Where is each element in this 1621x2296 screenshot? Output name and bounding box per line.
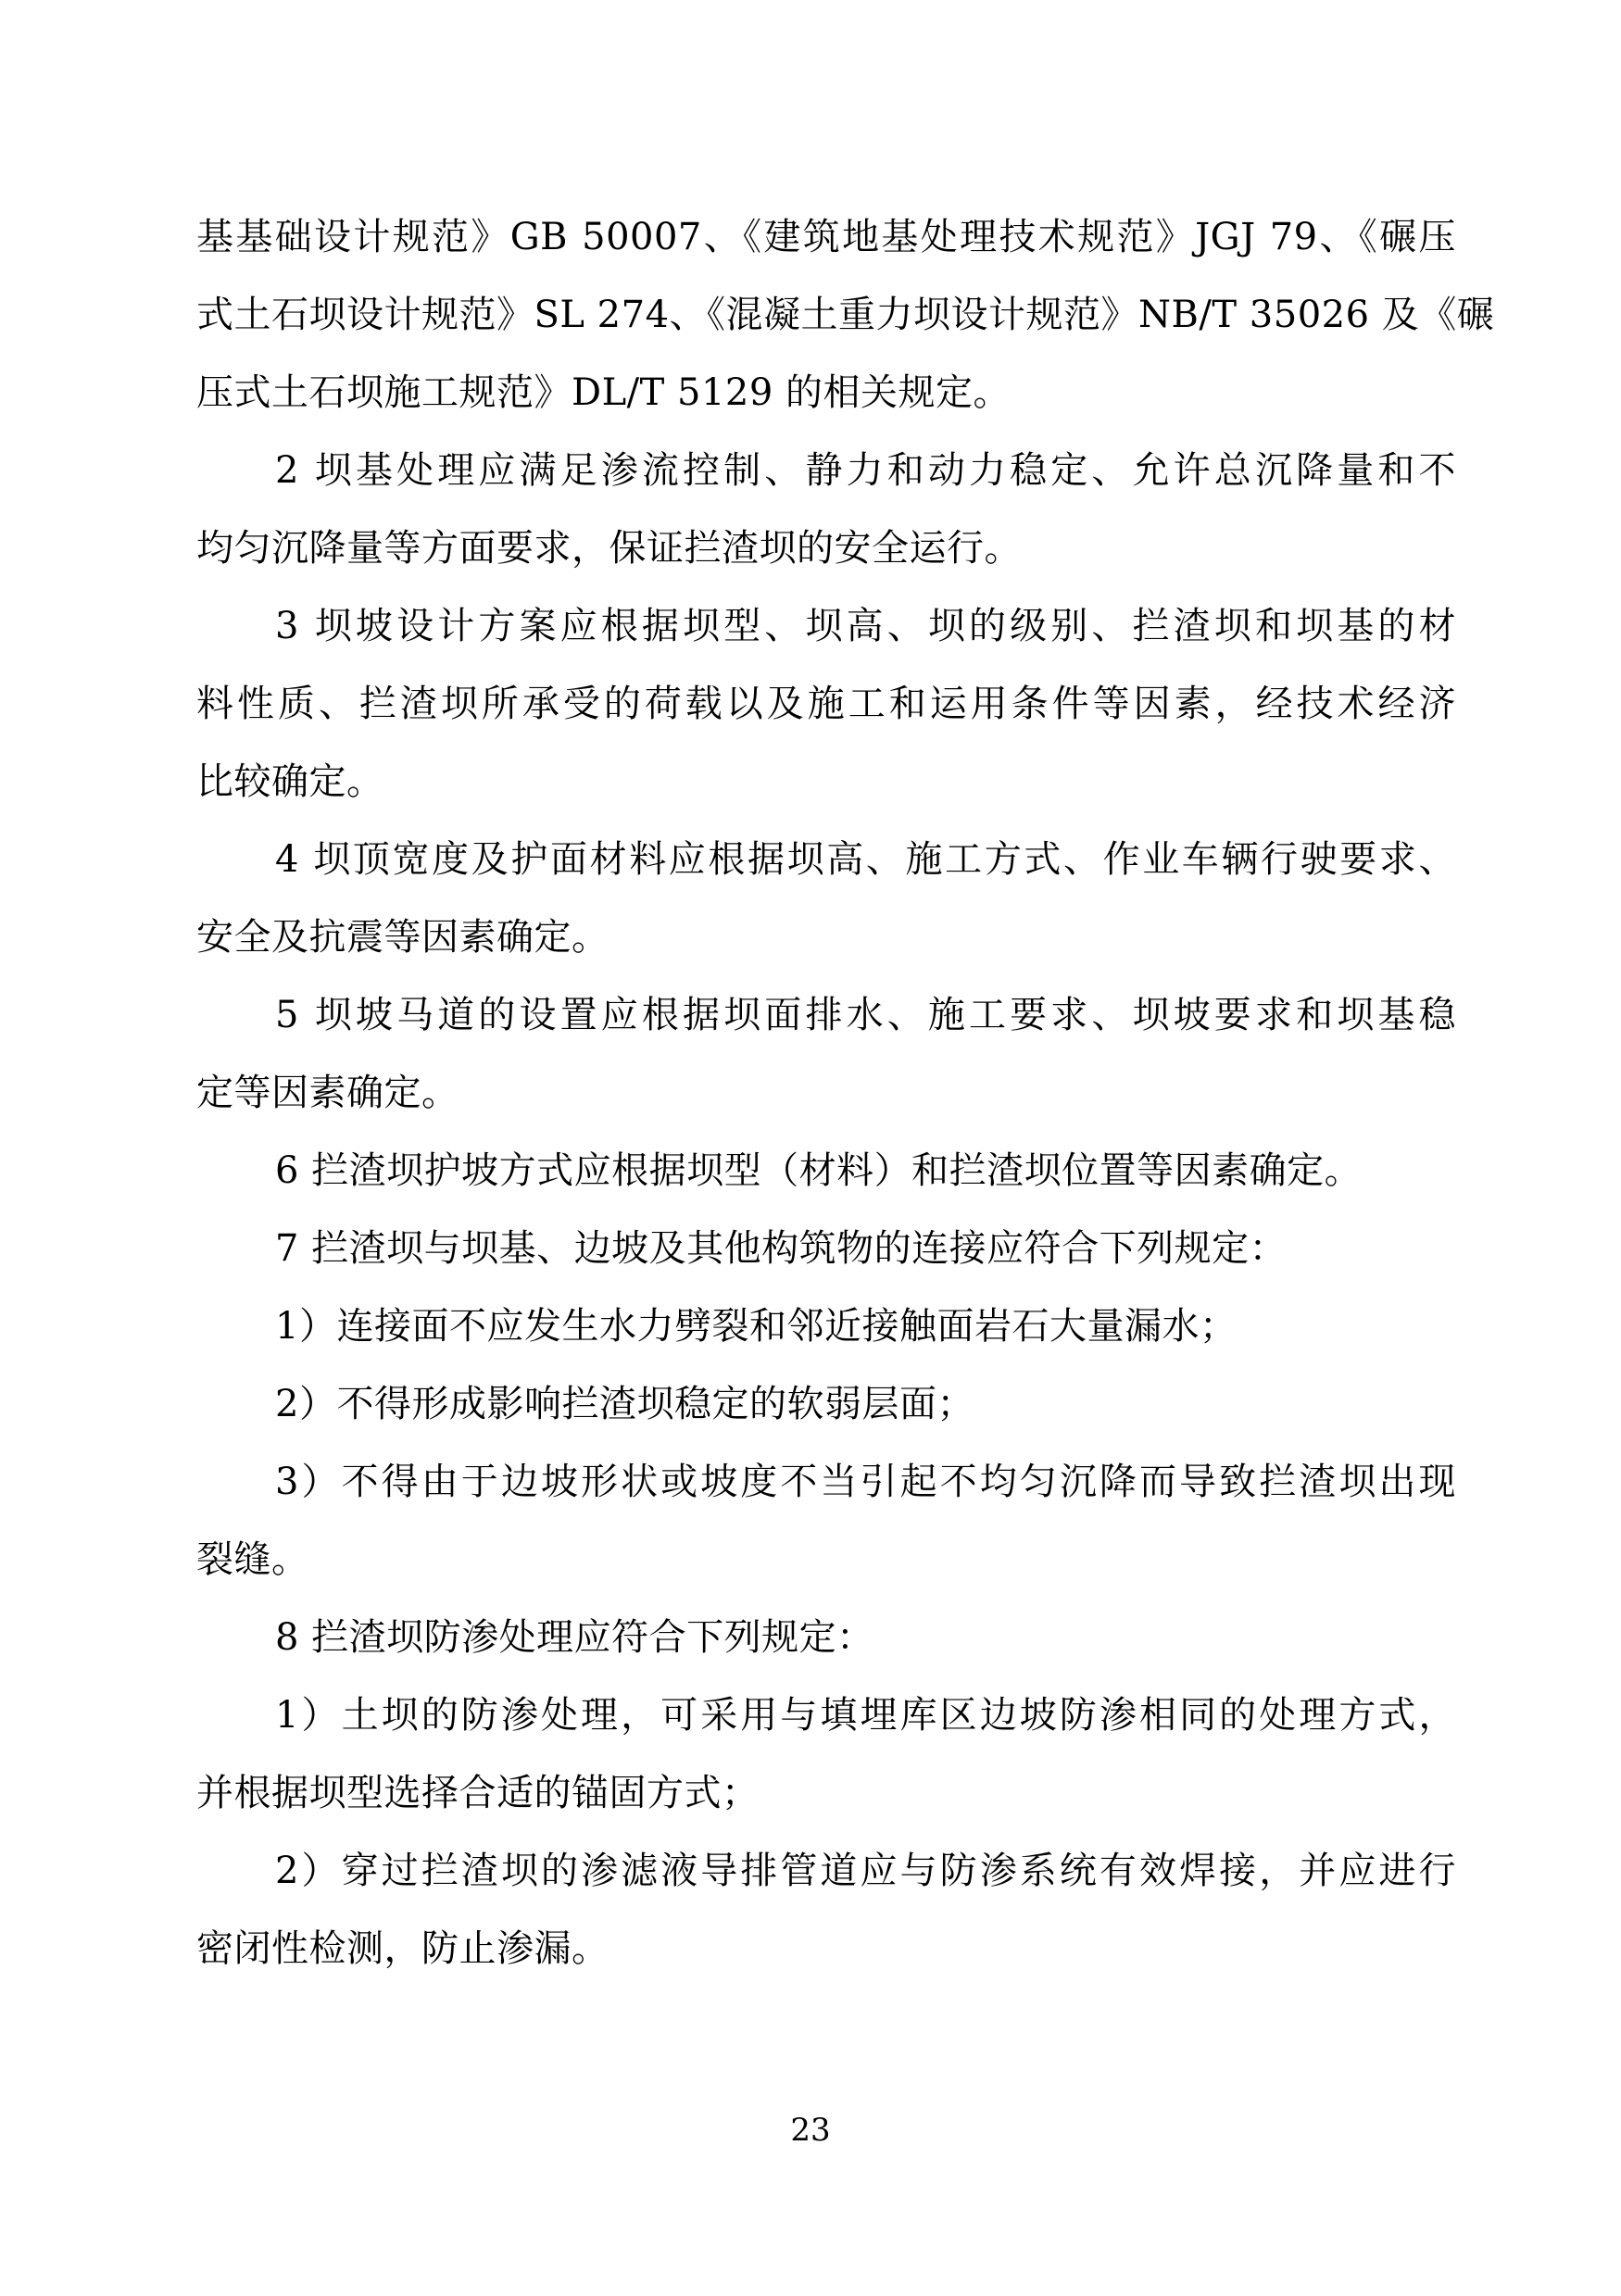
text-line: 2）不得形成影响拦渣坝稳定的软弱层面； (275, 1383, 974, 1425)
text-line: 2 坝基处理应满足渗流控制、静力和动力稳定、允许总沉降量和不 (275, 449, 1456, 492)
text-line: 比较确定。 (196, 760, 384, 803)
page-number: 23 (790, 2112, 831, 2149)
text-line: 3 坝坡设计方案应根据坝型、坝高、坝的级别、拦渣坝和坝基的材 (275, 605, 1456, 647)
text-line: 5 坝坡马道的设置应根据坝面排水、施工要求、坝坡要求和坝基稳 (275, 994, 1456, 1036)
text-line: 基基础设计规范》GB 50007、《建筑地基处理技术规范》JGJ 79、《碾压 (196, 216, 1456, 258)
text-line: 定等因素确定。 (196, 1072, 459, 1114)
text-line: 压式土石坝施工规范》DL/T 5129 的相关规定。 (196, 371, 1012, 414)
body-text (196, 198, 1495, 1988)
text-line: 安全及抗震等因素确定。 (196, 916, 609, 959)
text-line: 3）不得由于边坡形状或坡度不当引起不均匀沉降而导致拦渣坝出现 (275, 1461, 1456, 1503)
text-line: 2）穿过拦渣坝的渗滤液导排管道应与防渗系统有效焊接，并应进行 (275, 1850, 1456, 1892)
text-line: 密闭性检测，防止渗漏。 (196, 1927, 609, 1970)
text-line: 并根据坝型选择合适的锚固方式； (196, 1772, 760, 1814)
text-line: 式土石坝设计规范》SL 274、《混凝土重力坝设计规范》NB/T 35026 及《碾 (196, 294, 1495, 336)
text-line: 裂缝。 (196, 1538, 309, 1581)
text-line: 均匀沉降量等方面要求，保证拦渣坝的安全运行。 (196, 527, 1022, 570)
text-line: 6 拦渣坝护坡方式应根据坝型（材料）和拦渣坝位置等因素确定。 (275, 1149, 1363, 1192)
text-line: 1）土坝的防渗处理，可采用与填埋库区边坡防渗相同的处理方式， (275, 1694, 1456, 1737)
text-line: 8 拦渣坝防渗处理应符合下列规定： (275, 1616, 874, 1659)
text-line: 1）连接面不应发生水力劈裂和邻近接触面岩石大量漏水； (275, 1305, 1238, 1348)
text-line: 4 坝顶宽度及护面材料应根据坝高、施工方式、作业车辆行驶要求、 (275, 838, 1456, 881)
text-line: 料性质、拦渣坝所承受的荷载以及施工和运用条件等因素，经技术经济 (196, 683, 1456, 725)
text-line: 7 拦渣坝与坝基、边坡及其他构筑物的连接应符合下列规定： (275, 1227, 1288, 1270)
